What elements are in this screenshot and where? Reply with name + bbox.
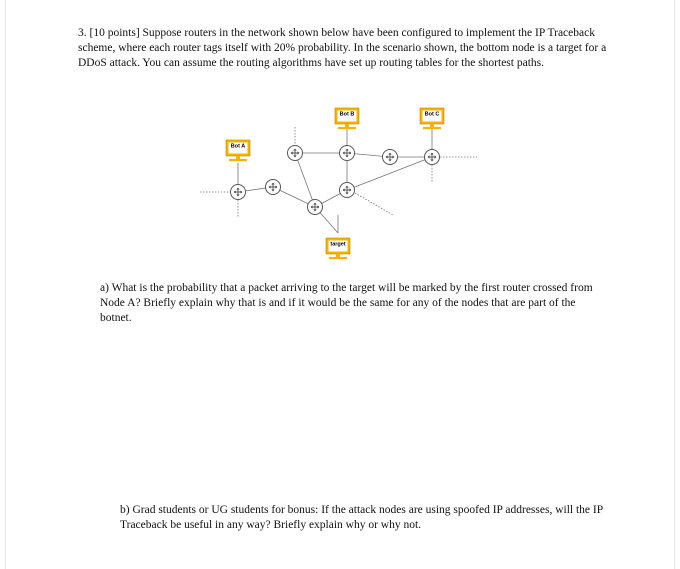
bot-c-label: Bot C	[424, 111, 440, 118]
router-icon	[425, 150, 440, 165]
router-icon	[340, 183, 355, 198]
router-icon	[308, 200, 323, 215]
bot-b-label: Bot B	[339, 111, 355, 118]
router-icon	[288, 146, 303, 161]
bot-c-node	[420, 108, 444, 129]
question-intro: 3. [10 points] Suppose routers in the network shown below have been configured to implement the IP Traceback scheme, where each router tags itself with 20% probability. In the scenario shown, the bottom node is a target for a DDoS attack. You can assume the routing algorithms have set up routing tables for the shortest paths.	[78, 27, 607, 69]
dotted-link	[355, 193, 393, 215]
part-a-question: a) What is the probability that a packet arriving to the target will be marked by the first router crossed from Node A? Briefly explain why that is and if it would be the same for any of the nodes that are part of the botnet.	[100, 282, 593, 324]
bot-a-label: Bot A	[230, 143, 246, 150]
router-icon	[231, 185, 246, 200]
bot-a-node	[226, 140, 250, 161]
router-icon	[383, 150, 398, 165]
bot-b-node	[335, 108, 359, 129]
target-node	[326, 238, 350, 259]
router-icon	[340, 146, 355, 161]
links	[238, 129, 432, 233]
router-icon	[266, 180, 281, 195]
target-label: target	[330, 241, 346, 248]
network-diagram	[195, 105, 495, 275]
part-b-question: b) Grad students or UG students for bonus: If the attack nodes are using spoofed IP addresses, will the IP Traceback be useful in any way? Briefly explain why or why not.	[120, 504, 603, 531]
